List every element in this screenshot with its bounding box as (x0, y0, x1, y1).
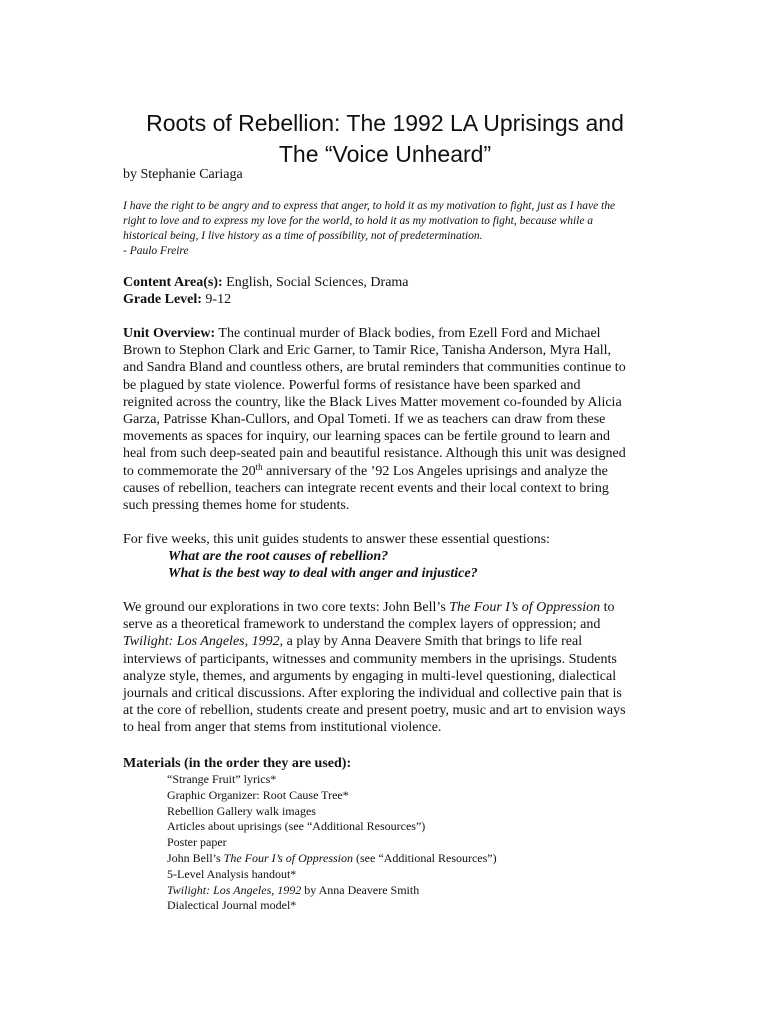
document-title (100, 108, 670, 170)
list-item: 5-Level Analysis handout* (167, 866, 297, 881)
paragraph-line (123, 599, 663, 616)
grade-level-label: Grade Level: (123, 292, 202, 308)
title-line: The “Voice Unheard” (278, 141, 492, 167)
list-item: Poster paper (167, 835, 227, 850)
overview-text: The continual murder of Black bodies, from Ezell Ford and Michael (215, 326, 601, 341)
list-item: Graphic Organizer: Root Cause Tree* (167, 787, 349, 802)
ordinal-suffix: th (255, 461, 263, 472)
author-byline: by Stephanie Cariaga (123, 167, 243, 182)
overview-line: such pressing themes home for students. (123, 498, 350, 514)
paragraph-line: to heal from anger that stems from institutional violence. (123, 720, 442, 736)
overview-line: heal from such deep-seated pain and beautiful resistance. Although this unit was designed (123, 446, 626, 462)
overview-label: Unit Overview: (123, 326, 216, 341)
paragraph-line: serve as a theoretical framework to understand the complex layers of oppression; and (123, 617, 601, 633)
unit-overview (123, 325, 663, 514)
overview-line: and Sandra Bland and countless others, are brutal reminders that communities continue to (123, 360, 626, 376)
paragraph-line: journals and critical discussions. After exploring the individual and collective pain that is (123, 686, 622, 702)
essential-question: What are the root causes of rebellion? (168, 549, 389, 565)
materials-list (167, 772, 497, 914)
overview-line: Brown to Stephon Clark and Eric Garner, to Tamir Rice, Tanisha Anderson, Myra Hall, (123, 343, 612, 359)
play-title: Twilight: Los Angeles, 1992, (123, 634, 284, 650)
list-item-text: John Bell’s (167, 850, 224, 865)
book-title: The Four I’s of Oppression (223, 850, 354, 865)
overview-line: Garza, Patrisse Khan-Cullors, and Opal Tometi. If we as teachers can draw from these (123, 412, 606, 428)
paragraph-line: interviews of participants, witnesses and community members in the uprisings. Students (123, 651, 617, 667)
list-item (167, 883, 497, 899)
essential-question: What is the best way to deal with anger and injustice? (168, 566, 478, 582)
list-item: “Strange Fruit” lyrics* (167, 772, 277, 786)
overview-line: be plagued by state violence. Powerful forms of resistance have been sparked and (123, 377, 581, 393)
unit-meta (123, 274, 663, 308)
paragraph-text: We ground our explorations in two core texts: John Bell’s (123, 600, 450, 615)
list-item (167, 851, 497, 867)
quote-line: I have the right to be angry and to express that anger, to hold it as my motivation to fight, just as I have the (123, 200, 616, 212)
book-title: The Four I’s of Oppression (449, 600, 601, 615)
title-line: Roots of Rebellion: The 1992 LA Uprisings and (146, 110, 624, 136)
paragraph-line: at the core of rebellion, students create and present poetry, music and art to envision ways (123, 703, 626, 719)
content-area-value: English, Social Sciences, Drama (222, 275, 409, 290)
overview-line: reignited across the country, like the Black Lives Matter movement co-founded by Alicia (123, 394, 622, 410)
questions-intro: For five weeks, this unit guides students to answer these essential questions: (123, 532, 550, 547)
paragraph-text: a play by Anna Deavere Smith that brings to life real (283, 634, 583, 650)
materials-heading: Materials (in the order they are used): (123, 756, 352, 771)
list-item: Articles about uprisings (see “Additional Resources”) (167, 819, 426, 834)
epigraph-quote (123, 199, 663, 259)
overview-line (123, 463, 663, 480)
paragraph-line (123, 633, 663, 650)
paragraph-text: to (600, 600, 615, 615)
quote-line: right to love and to express my love for the world, to hold it as my motivation to fight, because while a (123, 215, 594, 227)
grade-level-value: 9-12 (201, 292, 232, 308)
paragraph-line: analyze style, themes, and arguments by engaging in multi-level questioning, dialectical (123, 668, 617, 684)
list-item: Rebellion Gallery walk images (167, 803, 316, 818)
overview-line: causes of rebellion, teachers can integrate recent events and their local context to bring (123, 480, 609, 496)
content-area (123, 274, 663, 291)
play-title: Twilight: Los Angeles, 1992 (167, 882, 302, 897)
core-texts-paragraph (123, 599, 663, 737)
list-item-text: (see “Additional Resources”) (353, 850, 497, 865)
content-area-label: Content Area(s): (123, 275, 223, 290)
list-item-text: by Anna Deavere Smith (301, 882, 420, 897)
quote-line: historical being, I live history as a time of possibility, not of predetermination. (123, 230, 483, 242)
overview-line: movements as spaces for inquiry, our learning spaces can be fertile ground to learn and (123, 429, 610, 445)
overview-line (123, 325, 663, 342)
overview-text: to commemorate the 20 (123, 463, 256, 479)
essential-questions (123, 531, 663, 583)
list-item: Dialectical Journal model* (167, 898, 297, 913)
quote-attribution: - Paulo Freire (123, 245, 189, 257)
grade-level (123, 291, 663, 308)
overview-text: anniversary of the ’92 Los Angeles uprisings and analyze the (262, 463, 608, 479)
